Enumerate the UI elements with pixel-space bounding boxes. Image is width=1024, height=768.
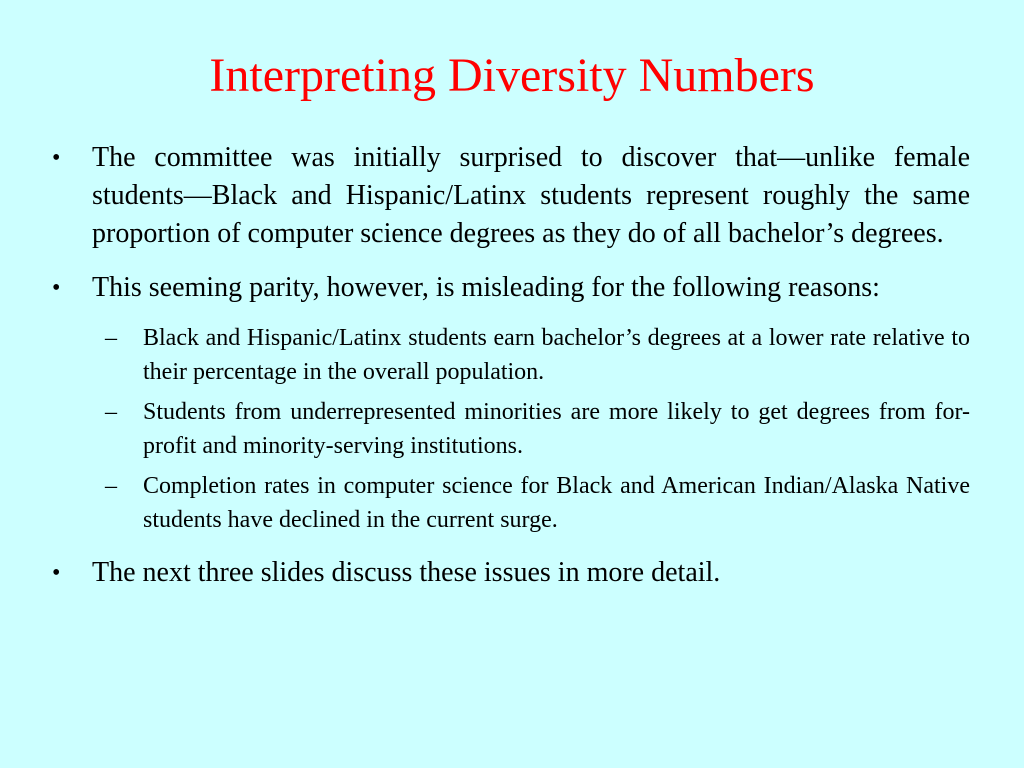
sub-bullet-item (48, 321, 970, 389)
bullet-item (48, 139, 970, 253)
sub-bullet-text: Completion rates in computer science for Black and American Indian/Alaska Native students have declined in the current surge. (143, 473, 970, 533)
bullet-text: The next three slides discuss these issues in more detail. (92, 557, 721, 588)
dash-marker: – (105, 325, 117, 351)
sub-bullet-item (48, 469, 970, 537)
bullet-item (48, 554, 970, 592)
bullet-marker: • (52, 145, 61, 171)
slide-title: Interpreting Diversity Numbers (209, 49, 815, 102)
bullet-text: The committee was initially surprised to discover that—unlike female students—Black and Hispanic/Latinx students represent roughly the same proportion of computer science degrees as they do of all bachelor’s degrees. (92, 142, 970, 249)
dash-marker: – (105, 399, 117, 425)
bullet-list (48, 139, 970, 592)
bullet-marker: • (52, 275, 61, 301)
bullet-item (48, 269, 970, 307)
bullet-text: This seeming parity, however, is misleading for the following reasons: (92, 272, 880, 303)
sub-bullet-text: Students from underrepresented minorities are more likely to get degrees from for-profit and minority-serving institutions. (143, 399, 970, 459)
dash-marker: – (105, 473, 117, 499)
sub-bullet-list (48, 321, 970, 537)
sub-bullet-text: Black and Hispanic/Latinx students earn bachelor’s degrees at a lower rate relative to their percentage in the overall population. (143, 325, 970, 385)
sub-bullet-item (48, 395, 970, 463)
bullet-marker: • (52, 560, 61, 586)
